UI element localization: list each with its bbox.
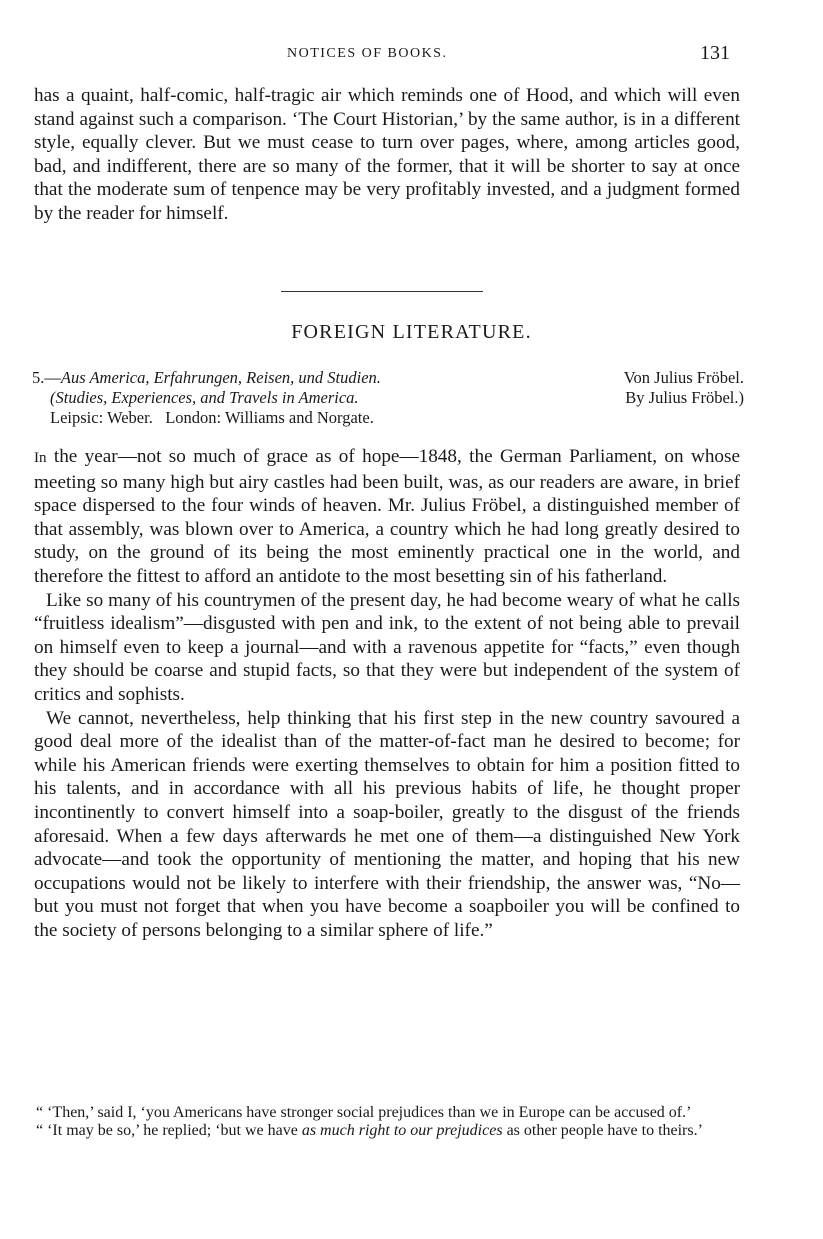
citation-english-author: By Julius Fröbel.) [625,388,744,407]
paragraph-1 [34,445,740,589]
book-citation [32,368,744,428]
intro-paragraph: has a quaint, half-comic, half-tragic air which reminds one of Hood, and which will even stand against such a comparison. ‘The Court Historian,’ by the same author, is in a different style, equally clever. But we must cease to turn over pages, where, among articles good, bad, and indifferent, there are so many of the former, that it will be shorter to say at once that the moderate sum of tenpence may be very profitably invested, and a judgment formed by the reader for himself. [34,85,740,224]
section-title: FOREIGN LITERATURE. [291,321,532,343]
citation-number: 5.— [32,368,61,387]
citation-row-english [32,388,744,408]
citation-publishers: Leipsic: Weber. London: Williams and Norgate. [50,408,374,427]
paragraph-3: We cannot, nevertheless, help thinking that his first step in the new country savoured a good deal more of the idealist than of the matter-of-fact man he desired to become; for while his American friends were exerting themselves to obtain for him a position fitted to his talents, and in accordance with all his previous habits of life, he thought proper incontinently to convert himself into a soap-boiler, greatly to the disgust of the friends aforesaid. When a few days afterwards he met one of them—a distinguished New York advocate—and took the opportunity of mentioning the matter, and hoping that his new occupations would not be likely to interfere with their friendship, the answer was, “No—but you must not forget that when you have become a soapboiler you will be confined to the society of persons belonging to a similar sphere of life.” [34,707,740,941]
page-number: 131 [700,42,730,64]
review-body [34,445,740,942]
citation-row-german [32,368,744,388]
paragraph-1-text: the year—not so much of grace as of hope—1848, the German Parliament, on whose meeting so many high but airy castles had been built, was, as our readers are aware, in brief space dispersed to the four winds of heaven. Mr. Julius Fröbel, a distinguished member of that assembly, was blown over to America, a country which he had long greatly desired to study, on the ground of its being the most eminently practical one in the world, and therefore the fittest to afford an antidote to the most besetting sin of his fatherland. [34,446,740,587]
section-divider [281,291,483,292]
running-header [0,42,823,66]
citation-row-publishers [32,408,744,428]
citation-german-title: Aus America, Erfahrungen, Reisen, und Studien. [60,368,381,387]
quote-1: “ ‘Then,’ said I, ‘you Americans have stronger social prejudices than we in Europe can be accused of.’ [36,1104,692,1121]
citation-english-title: (Studies, Experiences, and Travels in America. [50,388,359,407]
paragraph-2: Like so many of his countrymen of the present day, he had become weary of what he calls “fruitless idealism”—disgusted with pen and ink, to the extent of not being able to prevail on himself even to keep a journal—and with a ravenous appetite for “facts,” even though they should be coarse and stupid facts, so that they were but independent of the system of critics and sophists. [34,589,740,705]
quote-2-start: “ ‘It may be so,’ he replied; ‘but we have [36,1122,302,1139]
quote-2-italic: as much right to our prejudices [301,1122,503,1139]
running-title: NOTICES OF BOOKS. [287,46,448,61]
quote-2 [16,1122,740,1140]
quoted-dialogue [16,1104,740,1140]
citation-german-author: Von Julius Fröbel. [623,368,744,387]
intro-paragraph-block [34,84,740,226]
quote-2-end: as other people have to theirs.’ [502,1122,703,1139]
paragraph-1-initial: In [34,450,47,466]
